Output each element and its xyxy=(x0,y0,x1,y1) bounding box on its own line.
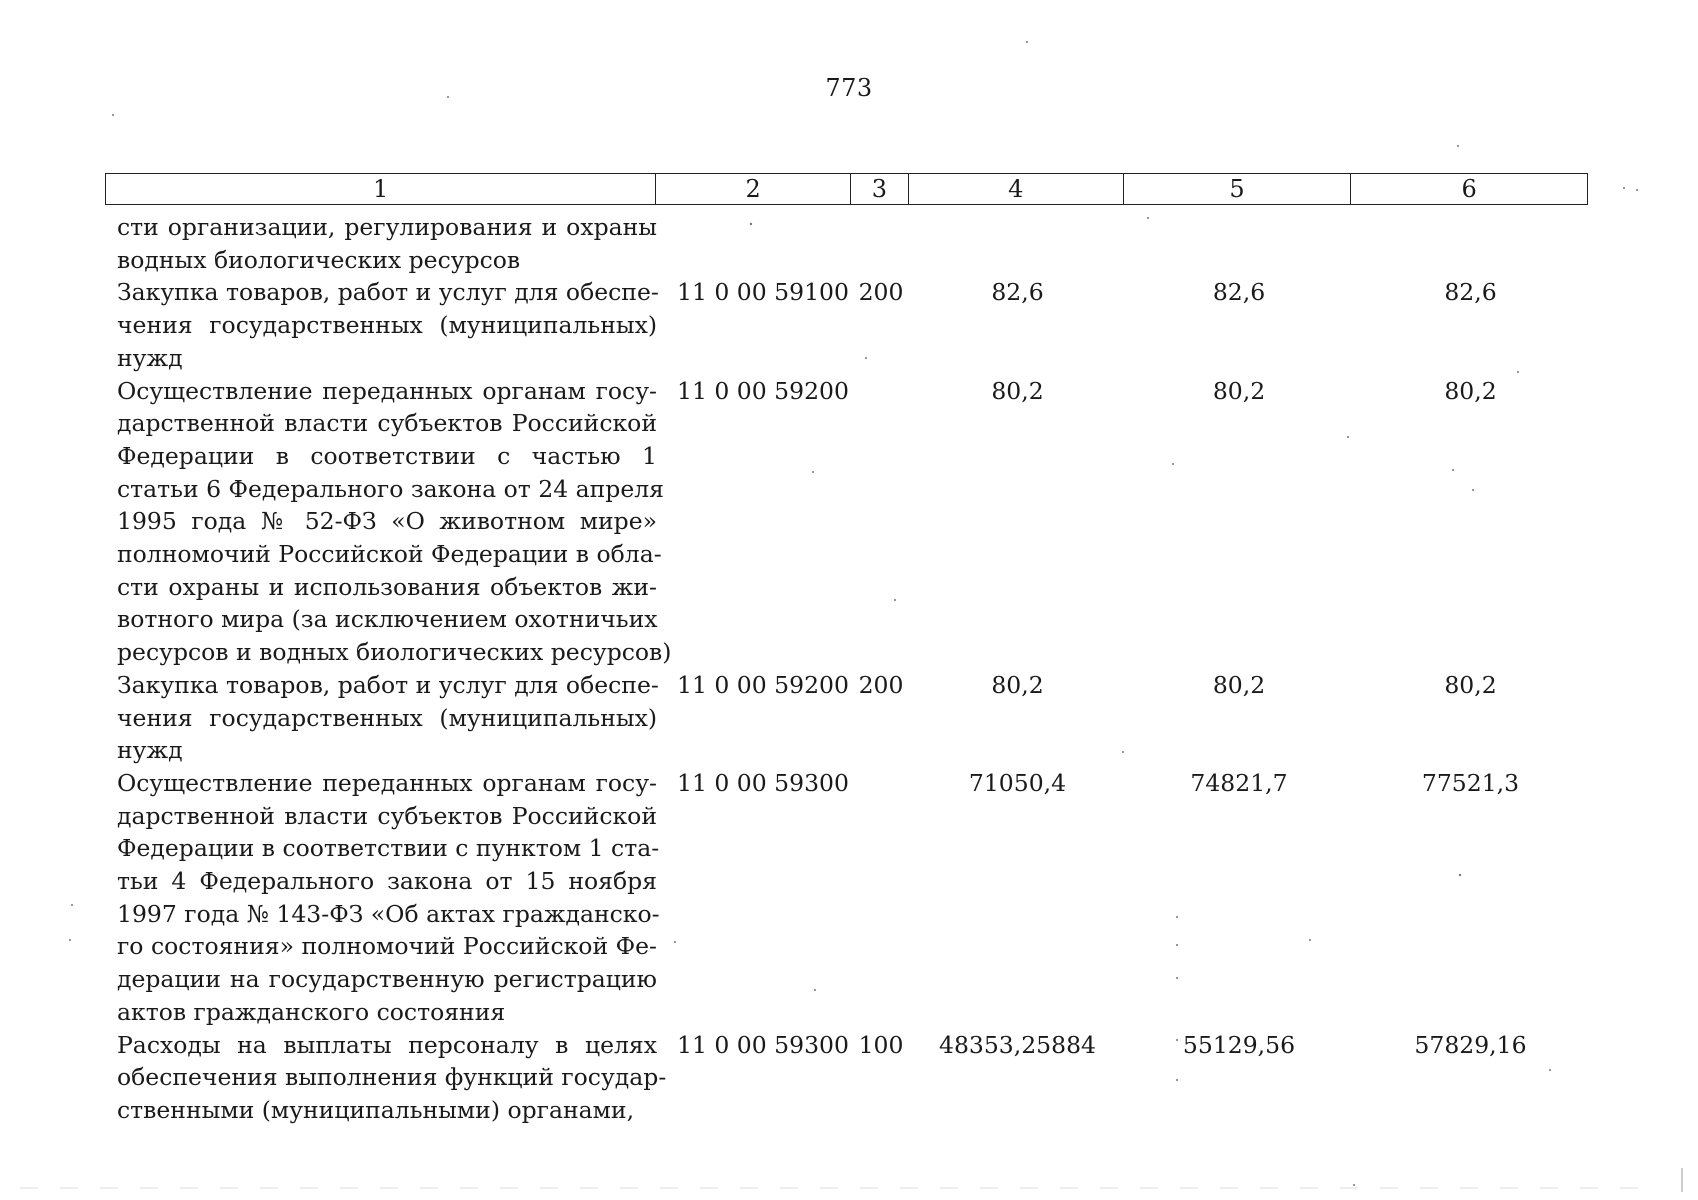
row-value-col5: 80,2 xyxy=(1212,376,1266,405)
description-line: Закупка товаров, работ и услуг для обеспе- xyxy=(117,278,659,307)
description-line: водных биологических ресурсов xyxy=(117,245,521,274)
description-line: сти охраны и использования объектов жи- xyxy=(117,572,657,601)
description-line: Осуществление переданных органам госу- xyxy=(117,376,657,405)
column-header-3: 3 xyxy=(851,174,909,204)
row-description xyxy=(117,276,657,374)
row-value-col5: 55129,56 xyxy=(1182,1030,1296,1059)
table-row xyxy=(105,375,1588,669)
row-description xyxy=(117,375,672,669)
row-value-col4: 71050,4 xyxy=(968,768,1067,797)
table-row xyxy=(105,276,1588,374)
description-line: Закупка товаров, работ и услуг для обеспе- xyxy=(117,670,659,699)
table-row xyxy=(105,1029,1588,1127)
table-row xyxy=(105,211,1588,276)
description-line: Федерации в соответствии с частью 1 xyxy=(117,441,657,470)
description-line: актов гражданского состояния xyxy=(117,997,506,1026)
description-line: обеспечения выполнения функций государ- xyxy=(117,1063,667,1092)
row-value-col6: 80,2 xyxy=(1444,670,1497,699)
column-header-4: 4 xyxy=(909,174,1124,204)
description-line: 1995 года № 52-ФЗ «О животном мире» xyxy=(117,507,657,536)
column-header-2: 2 xyxy=(656,174,851,204)
row-value-col4: 82,6 xyxy=(991,278,1044,307)
column-header-1: 1 xyxy=(106,174,656,204)
table-row xyxy=(105,767,1588,1029)
description-line: вотного мира (за исключением охотничьих xyxy=(117,605,658,634)
row-value-col6: 77521,3 xyxy=(1421,768,1520,797)
description-line: дарственной власти субъектов Российской xyxy=(117,409,657,438)
row-value-col5: 80,2 xyxy=(1212,670,1266,699)
row-code: 11 0 00 59200 xyxy=(677,670,849,699)
row-value-col5: 82,6 xyxy=(1212,278,1266,307)
row-code: 11 0 00 59300 xyxy=(677,1030,849,1059)
row-value-col6: 57829,16 xyxy=(1414,1030,1527,1059)
row-description xyxy=(117,767,660,1029)
description-line: Осуществление переданных органам госу- xyxy=(117,768,657,797)
description-line: чения государственных (муниципальных) xyxy=(117,703,657,732)
row-code: 11 0 00 59300 xyxy=(677,768,849,797)
description-line: ресурсов и водных биологических ресурсов) xyxy=(117,638,672,667)
description-line: дарственной власти субъектов Российской xyxy=(117,801,657,830)
description-line: дерации на государственную регистрацию xyxy=(117,965,657,994)
description-line: нужд xyxy=(117,343,183,372)
row-value-col4: 80,2 xyxy=(991,670,1044,699)
description-line: нужд xyxy=(117,736,183,765)
description-line: Федерации в соответствии с пунктом 1 ста- xyxy=(117,834,660,863)
row-value-col4: 48353,25884 xyxy=(939,1030,1096,1059)
description-line: 1997 года № 143-ФЗ «Об актах гражданско- xyxy=(117,899,660,928)
column-header-6: 6 xyxy=(1461,175,1477,203)
row-description xyxy=(117,1029,667,1127)
description-line: чения государственных (муниципальных) xyxy=(117,311,657,340)
column-header-5: 5 xyxy=(1124,174,1352,204)
row-code: 11 0 00 59100 xyxy=(677,278,849,307)
description-line: го состояния» полномочий Российской Фе- xyxy=(117,932,657,961)
page-number: 773 xyxy=(825,74,873,102)
row-expense-type: 100 xyxy=(858,1030,904,1059)
row-expense-type: 200 xyxy=(858,670,904,699)
row-description xyxy=(117,211,657,276)
description-line: Расходы на выплаты персоналу в целях xyxy=(117,1030,657,1059)
description-line: сти организации, регулирования и охраны xyxy=(117,213,657,241)
table-body xyxy=(105,211,1588,1127)
row-value-col5: 74821,7 xyxy=(1190,768,1288,797)
table-row xyxy=(105,669,1588,767)
row-expense-type: 200 xyxy=(858,278,904,307)
description-line: статьи 6 Федерального закона от 24 апреля xyxy=(117,474,665,503)
description-line: ственными (муниципальными) органами, xyxy=(117,1095,635,1124)
row-description xyxy=(117,669,657,767)
description-line: полномочий Российской Федерации в обла- xyxy=(117,540,662,569)
description-line: тьи 4 Федерального закона от 15 ноября xyxy=(117,867,657,896)
row-value-col4: 80,2 xyxy=(991,376,1044,405)
table-header xyxy=(105,173,1588,205)
row-value-col6: 80,2 xyxy=(1444,376,1497,405)
row-code: 11 0 00 59200 xyxy=(677,376,849,405)
row-value-col6: 82,6 xyxy=(1444,278,1497,307)
